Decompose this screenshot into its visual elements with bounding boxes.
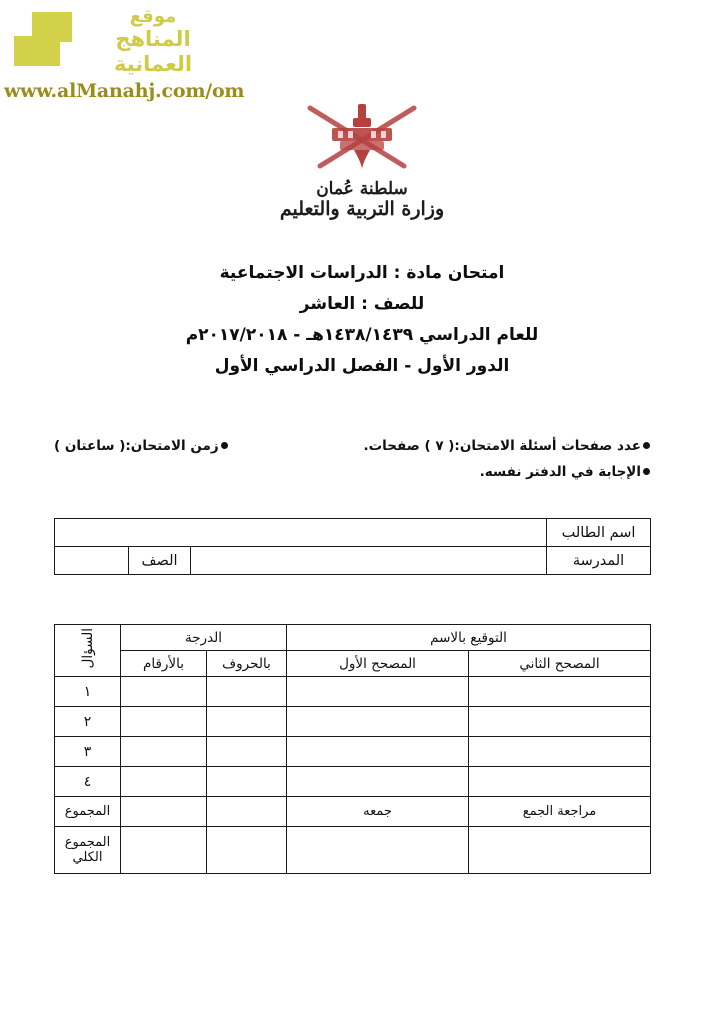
exam-notes-block xyxy=(54,438,650,480)
bullet-icon xyxy=(643,442,650,449)
grade-letters-cell[interactable] xyxy=(207,707,287,737)
table-row-total xyxy=(55,797,651,827)
emblem-calligraphy xyxy=(0,180,724,220)
class-field[interactable] xyxy=(55,547,129,575)
grade-letters-cell[interactable] xyxy=(207,677,287,707)
grade-letters-cell[interactable] xyxy=(207,767,287,797)
grade-in-letters-header: بالحروف xyxy=(207,651,287,677)
question-number-cell: ٢ xyxy=(55,707,121,737)
school-label: المدرسة xyxy=(547,547,651,575)
first-marker-cell[interactable] xyxy=(287,677,469,707)
grade-numbers-cell[interactable] xyxy=(121,677,207,707)
emblem-calligraphy-line-1: سلطنة عُمان xyxy=(316,179,408,199)
table-header-row-top xyxy=(55,625,651,651)
table-row xyxy=(55,767,651,797)
note-exam-time-text: زمن الامتحان:( ساعتان ) xyxy=(54,438,219,454)
first-marker-header: المصحح الأول xyxy=(287,651,469,677)
school-field[interactable] xyxy=(191,547,547,575)
note-answer-booklet xyxy=(480,464,650,480)
grand-total-numbers-cell[interactable] xyxy=(121,827,207,874)
table-row xyxy=(55,707,651,737)
exam-title-block xyxy=(0,258,724,382)
total-sum-review-cell: مراجعة الجمع xyxy=(469,797,651,827)
total-row-label: المجموع xyxy=(55,797,121,827)
student-name-field[interactable] xyxy=(55,519,547,547)
second-marker-cell[interactable] xyxy=(469,707,651,737)
grade-numbers-cell[interactable] xyxy=(121,767,207,797)
note-exam-time xyxy=(54,438,228,454)
watermark-line-1: موقع xyxy=(129,6,177,27)
total-grade-numbers-cell[interactable] xyxy=(121,797,207,827)
question-column-header-label: السؤال xyxy=(79,628,96,669)
bullet-icon xyxy=(643,468,650,475)
table-row xyxy=(55,737,651,767)
question-number-cell: ٤ xyxy=(55,767,121,797)
note-answer-booklet-text: الإجابة في الدفتر نفسه. xyxy=(479,464,641,480)
bullet-icon xyxy=(221,442,228,449)
oman-national-emblem-khanjar-icon xyxy=(292,100,432,178)
grade-letters-cell[interactable] xyxy=(207,737,287,767)
student-info-table xyxy=(54,518,651,575)
question-number-cell: ٣ xyxy=(55,737,121,767)
second-marker-cell[interactable] xyxy=(469,737,651,767)
signature-group-header: التوقيع بالاسم xyxy=(287,625,651,651)
first-marker-cell[interactable] xyxy=(287,707,469,737)
second-marker-cell[interactable] xyxy=(469,677,651,707)
ministry-emblem-block xyxy=(0,100,724,220)
total-sum-cell: جمعه xyxy=(287,797,469,827)
watermark-arabic-text xyxy=(78,6,228,77)
note-page-count-text: عدد صفحات أسئلة الامتحان:( ٧ ) صفحات. xyxy=(363,438,641,454)
exam-notes-row-primary xyxy=(54,438,650,454)
first-marker-cell[interactable] xyxy=(287,737,469,767)
grand-total-row-label: المجموع الكلي xyxy=(55,827,121,874)
grand-total-first-marker-cell[interactable] xyxy=(287,827,469,874)
table-header-row-sub xyxy=(55,651,651,677)
watermark-url[interactable]: www.alManahj.com/om xyxy=(4,80,245,102)
grades-summary-table xyxy=(54,624,651,874)
question-number-cell: ١ xyxy=(55,677,121,707)
exam-academic-year-line: للعام الدراسي ١٤٣٨/١٤٣٩هـ - ٢٠١٧/٢٠١٨م xyxy=(185,324,539,345)
watermark-logo-mark xyxy=(14,12,72,66)
grand-total-letters-cell[interactable] xyxy=(207,827,287,874)
grade-in-numbers-header: بالأرقام xyxy=(121,651,207,677)
student-name-label: اسم الطالب xyxy=(547,519,651,547)
second-marker-header: المصحح الثاني xyxy=(469,651,651,677)
second-marker-cell[interactable] xyxy=(469,767,651,797)
grade-numbers-cell[interactable] xyxy=(121,737,207,767)
grand-total-second-marker-cell[interactable] xyxy=(469,827,651,874)
total-grade-letters-cell[interactable] xyxy=(207,797,287,827)
exam-session-line: الدور الأول - الفصل الدراسي الأول xyxy=(214,355,510,376)
grade-group-header: الدرجة xyxy=(121,625,287,651)
grade-numbers-cell[interactable] xyxy=(121,707,207,737)
note-page-count xyxy=(363,438,650,454)
question-column-header xyxy=(55,625,121,677)
exam-grade-line: للصف : العاشر xyxy=(299,293,425,314)
exam-subject-line: امتحان مادة : الدراسات الاجتماعية xyxy=(219,263,505,283)
watermark-line-2: المناهج العمانية xyxy=(113,27,193,76)
site-watermark xyxy=(0,0,245,108)
class-label: الصف xyxy=(129,547,191,575)
first-marker-cell[interactable] xyxy=(287,767,469,797)
table-row-school xyxy=(55,547,651,575)
emblem-calligraphy-line-2: وزارة التربية والتعليم xyxy=(279,198,445,221)
table-row xyxy=(55,677,651,707)
exam-notes-row-secondary xyxy=(54,464,650,480)
table-row-grand-total xyxy=(55,827,651,874)
table-row-student-name xyxy=(55,519,651,547)
